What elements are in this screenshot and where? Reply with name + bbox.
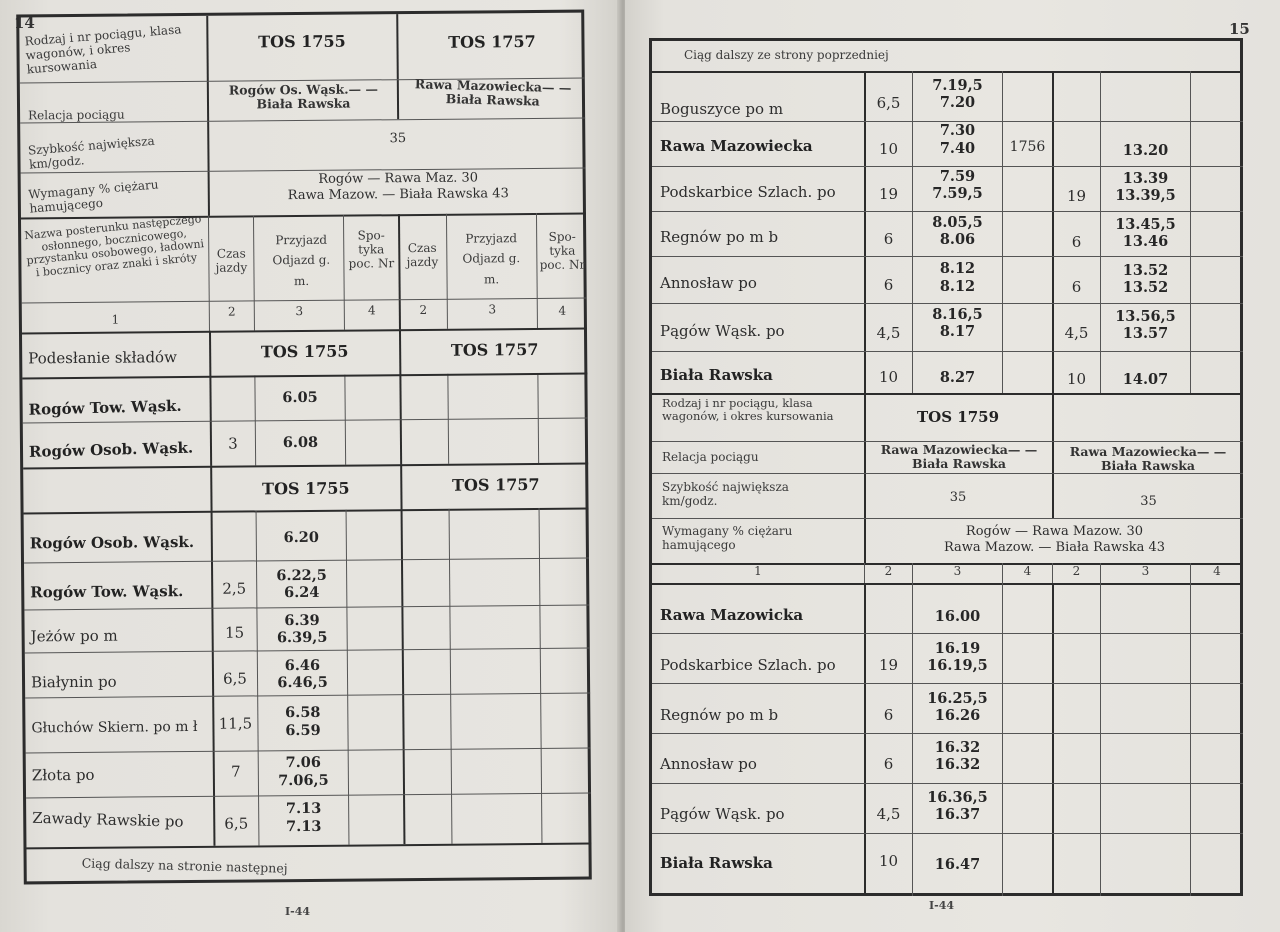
col-arrdep-header: Przyjazd Odjazd g. m. [272,232,331,288]
duration-cell: 10 [878,140,899,158]
time-cell: 7.40 [939,140,976,157]
time-cell: 16.25,5 [927,690,988,707]
s1-station: Rogów Osob. Wąsk. [28,438,194,461]
time-cell: 6.39,5 [276,628,328,647]
s1-train-1757: TOS 1757 [450,339,539,360]
station-row: Annosław po [660,755,757,773]
page-number-right: 15 [1229,20,1250,38]
relation-label-2: Relacja pociągu [662,450,759,464]
station-row: Regnów po m b [660,706,779,724]
continued-note: Ciąg dalszy na stronie następnej [81,855,288,876]
train-tos1755: TOS 1755 [258,31,346,52]
time-cell: 13.39 [1122,170,1169,187]
duration-cell: 19 [878,656,899,674]
station-row: Głuchów Skiern. po m ł [31,718,198,737]
duration-cell: 2,5 [222,579,247,598]
col-time-header-2: Czas jazdy [406,240,439,269]
brake-label: Wymagany % ciężaru hamującego [27,177,159,216]
time-cell: 6.39 [284,611,320,630]
col-num: 2 [884,564,893,578]
station-row: Rogów Osob. Wąsk. [29,532,195,553]
speed-value-1: 35 [949,490,967,505]
s1-duration: 3 [228,434,238,453]
col-num: 3 [295,304,304,319]
col-num: 2 [419,302,428,317]
time-cell: 16.32 [934,739,981,756]
brake-line-1: Rogów — Rawa Mazow. 30 [965,524,1144,539]
station-row: Pągów Wąsk. po [660,805,785,823]
station-row: Rogów Tow. Wąsk. [30,582,184,602]
time-cell: 8.12 [939,278,976,295]
time-cell: 8.06 [939,231,976,248]
brake-line-1: Rogów — Rawa Maz. 30 [318,170,479,187]
col-meet-header-2: Spo- tyka poc. Nr [539,229,586,272]
duration-cell: 6 [883,706,894,724]
time-cell: 8.17 [939,323,976,340]
station-row: Rawa Mazowicka [660,606,804,624]
time-cell: 6.59 [285,721,321,740]
col-num: 3 [953,564,962,578]
meet-train-cell: 1756 [1009,139,1046,155]
col-station-header: Nazwa posterunku następczego osłonnego, bocznicowego, przystanku osobowego, ładowni i bocznicy oraz znaki i skróty [23,212,205,280]
duration-cell-2: 6 [1071,233,1082,251]
time-cell: 6.24 [284,583,320,602]
col-num: 4 [367,303,376,318]
col-time-header: Czas jazdy [215,246,248,275]
brake-line-2: Rawa Mazow. — Biała Rawska 43 [287,186,509,204]
duration-cell: 6 [883,755,894,773]
time-cell: 16.36,5 [927,789,988,806]
station-row: Złota po [31,765,95,785]
time-cell: 13.45,5 [1115,216,1176,233]
time-cell: 8.16,5 [932,306,983,323]
s1-time: 6.05 [282,388,318,407]
s2-train-1755: TOS 1755 [262,478,350,499]
right-page [625,0,1280,932]
relation-1755: Rogów Os. Wąsk.— — Biała Rawska [228,81,378,112]
time-cell: 7.20 [939,94,976,111]
col-num: 4 [558,303,567,318]
footer-left: I-44 [285,905,311,918]
station-row: Zawady Rawskie po [32,808,184,831]
col-num: 1 [754,564,762,578]
brake-line-2: Rawa Mazow. — Biała Rawska 43 [943,540,1166,555]
brake-label-2: Wymagany % ciężaru hamującego [662,524,793,552]
col-num: 2 [1072,564,1081,578]
relation-second: Rawa Mazowiecka— — Biała Rawska [1069,444,1227,474]
timetable-right [649,38,1243,896]
time-cell: 7.06 [285,753,321,772]
time-cell: 13.20 [1122,142,1169,159]
col-num: 3 [1141,564,1150,578]
duration-cell: 11,5 [218,714,253,733]
speed-label: Szybkość największa km/godz. [27,133,156,172]
time-cell: 6.58 [285,703,321,722]
duration-cell-2: 4,5 [1064,324,1089,342]
relation-label: Relacja pociągu [28,107,125,123]
train-label: Rodzaj i nr pociągu, klasa wagonów, i okres kursowania [24,22,182,77]
col-num: 3 [488,302,497,317]
col-num: 1 [111,312,120,327]
duration-cell: 4,5 [876,324,901,342]
duration-cell: 10 [878,852,899,870]
time-cell: 8.05,5 [932,214,983,231]
time-cell: 16.19,5 [927,657,988,674]
duration-cell: 6 [883,230,894,248]
section-title-podeslanie: Podesłanie składów [28,348,177,368]
duration-cell: 15 [224,623,245,642]
time-cell: 6.46 [284,656,321,675]
s1-train-1755: TOS 1755 [260,341,349,362]
time-cell: 13.56,5 [1115,308,1176,325]
s1-time: 6.08 [282,433,319,452]
duration-cell-2: 19 [1066,187,1087,205]
time-cell: 13.52 [1122,262,1169,279]
time-cell: 8.12 [939,260,976,277]
time-cell: 7.06,5 [278,771,329,790]
duration-cell: 6 [883,276,894,294]
duration-cell: 6,5 [224,814,249,833]
time-cell: 16.32 [934,756,981,773]
station-row: Podskarbice Szlach. po [660,183,836,201]
time-cell: 16.47 [934,856,981,873]
time-cell: 7.30 [939,122,976,139]
station-row: Biała Rawska [660,854,773,872]
time-cell: 6.46,5 [277,673,328,692]
relation-1757: Rawa Mazowiecka— — Biała Rawska [414,76,572,109]
col-arrdep-header-2: Przyjazd Odjazd g. m. [462,231,521,287]
station-row: Pągów Wąsk. po [660,322,785,340]
station-row: Annosław po [660,274,757,292]
col-num: 2 [227,304,236,319]
station-row: Rawa Mazowiecka [660,137,813,155]
timetable-left [16,10,592,885]
duration-cell: 4,5 [876,805,901,823]
duration-cell: 19 [878,185,899,203]
continued-from-note: Ciąg dalszy ze strony poprzedniej [684,48,889,62]
duration-cell-2: 10 [1066,370,1087,388]
page-number-left: 14 [14,14,35,32]
station-row: Białynin po [30,672,117,692]
train-tos1757: TOS 1757 [448,31,536,52]
duration-cell: 10 [878,368,899,386]
duration-cell-2: 6 [1071,278,1082,296]
station-row: Jeżów po m [30,626,118,646]
time-cell: 7.13 [286,817,322,836]
speed-value-2: 35 [1140,494,1157,509]
train-label-2: Rodzaj i nr pociągu, klasa wagonów, i okres kursowania [662,396,834,423]
relation-1759: Rawa Mazowiecka— — Biała Rawska [880,442,1038,472]
speed-value: 35 [389,131,407,147]
speed-label-2: Szybkość największa km/godz. [662,480,789,508]
col-meet-header: Spo- tyka poc. Nr [348,228,395,271]
duration-cell: 6,5 [223,669,248,688]
left-page [0,0,622,932]
time-cell: 16.26 [934,707,981,724]
train-tos1759: TOS 1759 [916,408,1000,426]
station-row: Biała Rawska [660,366,773,384]
time-cell: 13.46 [1122,233,1169,250]
time-cell: 6.22,5 [276,566,327,585]
time-cell: 7.19,5 [932,77,983,94]
time-cell: 13.57 [1122,325,1169,342]
time-cell: 16.00 [934,608,981,625]
time-cell: 8.27 [939,369,976,386]
time-cell: 6.20 [283,528,320,547]
duration-cell: 6,5 [876,94,901,112]
footer-right: I-44 [929,899,955,912]
station-row: Podskarbice Szlach. po [660,656,836,674]
col-num: 4 [1023,564,1032,578]
time-cell: 16.19 [934,640,981,657]
time-cell: 13.52 [1122,279,1169,296]
station-row: Boguszyce po m [660,100,784,118]
time-cell: 14.07 [1122,371,1169,388]
col-num: 4 [1213,564,1221,578]
time-cell: 7.13 [285,799,322,818]
duration-cell: 7 [230,762,241,781]
station-row: Regnów po m b [660,228,779,246]
time-cell: 7.59,5 [932,185,983,202]
time-cell: 7.59 [939,168,976,185]
s1-station: Rogów Tow. Wąsk. [28,396,182,419]
time-cell: 13.39,5 [1115,187,1176,204]
time-cell: 16.37 [934,806,981,823]
s2-train-1757: TOS 1757 [452,474,540,495]
